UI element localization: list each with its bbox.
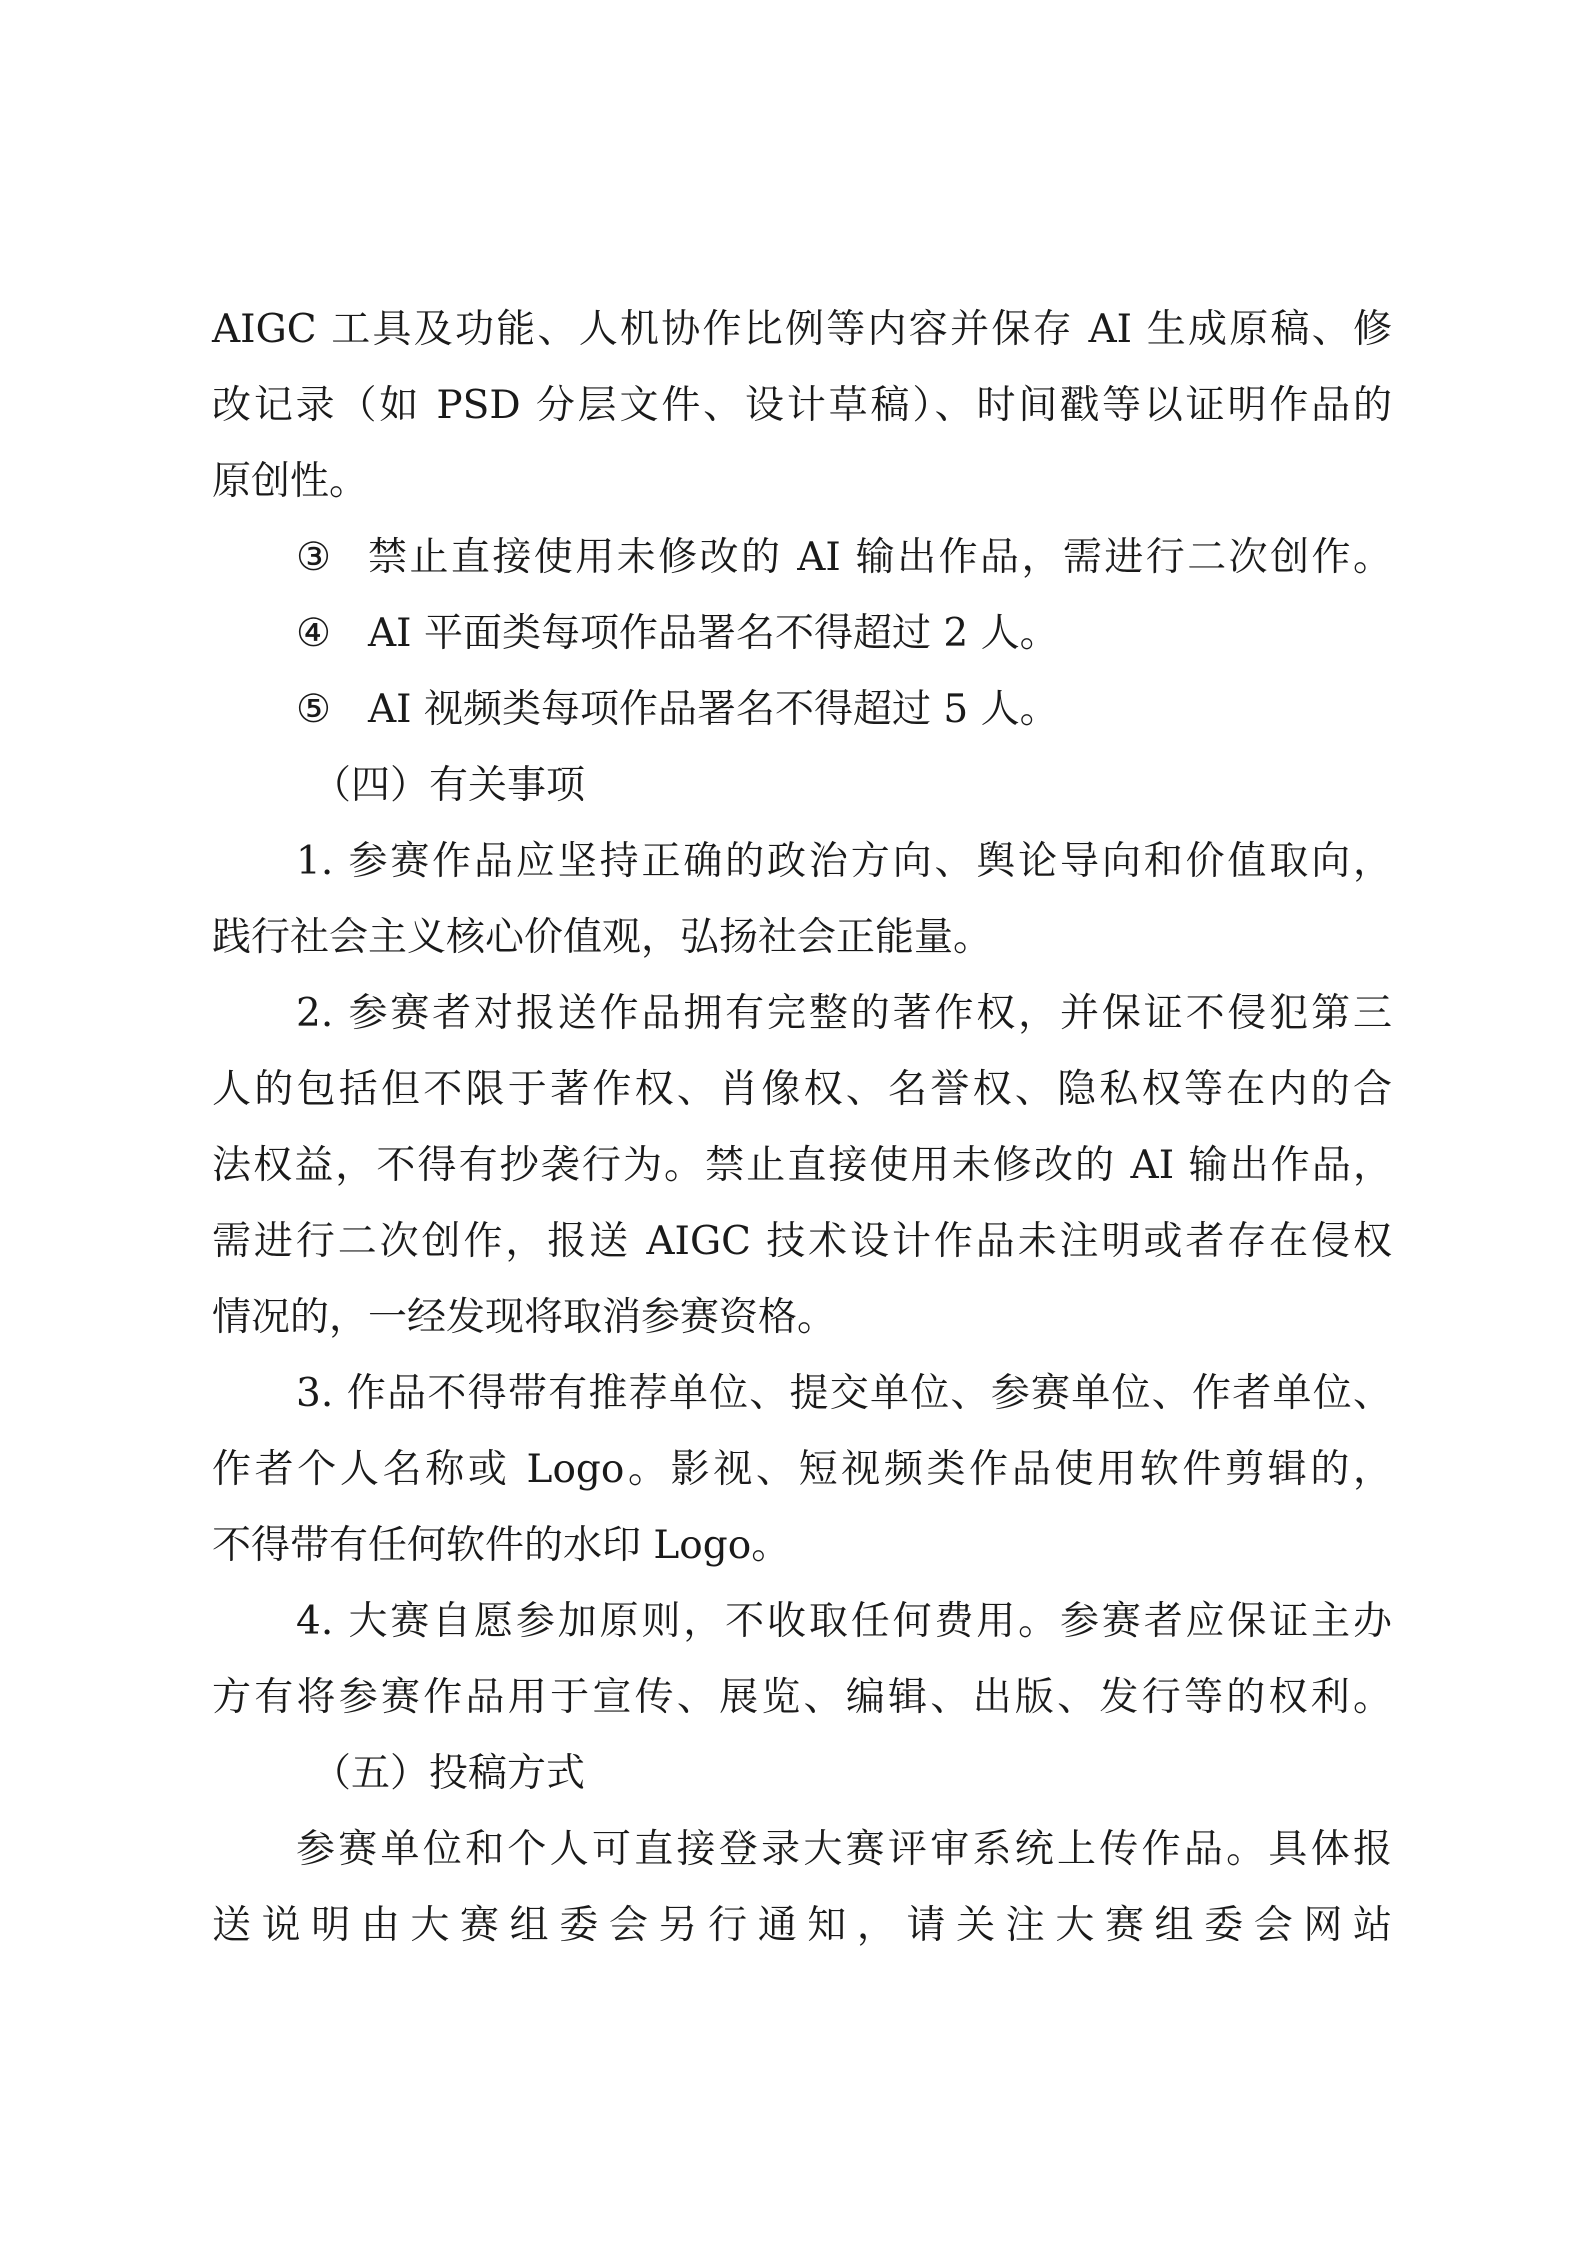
paragraph-line: 送说明由大赛组委会另行通知，请关注大赛组委会网站: [212, 1903, 1392, 1948]
paragraph-line: AIGC 工具及功能、人机协作比例等内容并保存 AI 生成原稿、修: [212, 307, 1392, 352]
paragraph-line: 践行社会主义核心价值观，弘扬社会正能量。: [212, 915, 993, 960]
paragraph-line: 方有将参赛作品用于宣传、展览、编辑、出版、发行等的权利。: [212, 1675, 1392, 1720]
paragraph-line: 作者个人名称或 Logo。影视、短视频类作品使用软件剪辑的，: [212, 1447, 1392, 1492]
item-number: ⑤: [296, 687, 331, 732]
list-item: [296, 528, 1392, 588]
paragraph-line: 需进行二次创作，报送 AIGC 技术设计作品未注明或者存在侵权: [212, 1219, 1392, 1264]
paragraph-line: 法权益，不得有抄袭行为。禁止直接使用未修改的 AI 输出作品，: [212, 1143, 1392, 1188]
paragraph-line: 1. 参赛作品应坚持正确的政治方向、舆论导向和价值取向，: [296, 839, 1392, 884]
paragraph-line: 改记录（如 PSD 分层文件、设计草稿）、时间戳等以证明作品的: [212, 383, 1392, 428]
paragraph-line: 情况的，一经发现将取消参赛资格。: [212, 1295, 837, 1340]
item-number: ③: [296, 535, 331, 580]
item-text: 禁止直接使用未修改的 AI 输出作品，需进行二次创作。: [368, 535, 1392, 580]
paragraph-line: 人的包括但不限于著作权、肖像权、名誉权、隐私权等在内的合: [212, 1067, 1392, 1112]
section-heading: （四）有关事项: [312, 763, 586, 808]
paragraph-line: 2. 参赛者对报送作品拥有完整的著作权，并保证不侵犯第三: [296, 991, 1392, 1036]
paragraph-line: 4. 大赛自愿参加原则，不收取任何费用。参赛者应保证主办: [296, 1599, 1392, 1644]
list-item: [296, 680, 1392, 740]
paragraph-line: 原创性。: [212, 459, 369, 504]
paragraph-line: 不得带有任何软件的水印 Logo。: [212, 1523, 791, 1568]
paragraph-line: 参赛单位和个人可直接登录大赛评审系统上传作品。具体报: [296, 1827, 1392, 1872]
item-text: AI 视频类每项作品署名不得超过 5 人。: [368, 687, 1059, 732]
item-number: ④: [296, 611, 331, 656]
paragraph-line: 3. 作品不得带有推荐单位、提交单位、参赛单位、作者单位、: [296, 1371, 1392, 1416]
item-text: AI 平面类每项作品署名不得超过 2 人。: [368, 611, 1059, 656]
section-heading: （五）投稿方式: [312, 1751, 586, 1796]
list-item: [296, 604, 1392, 664]
